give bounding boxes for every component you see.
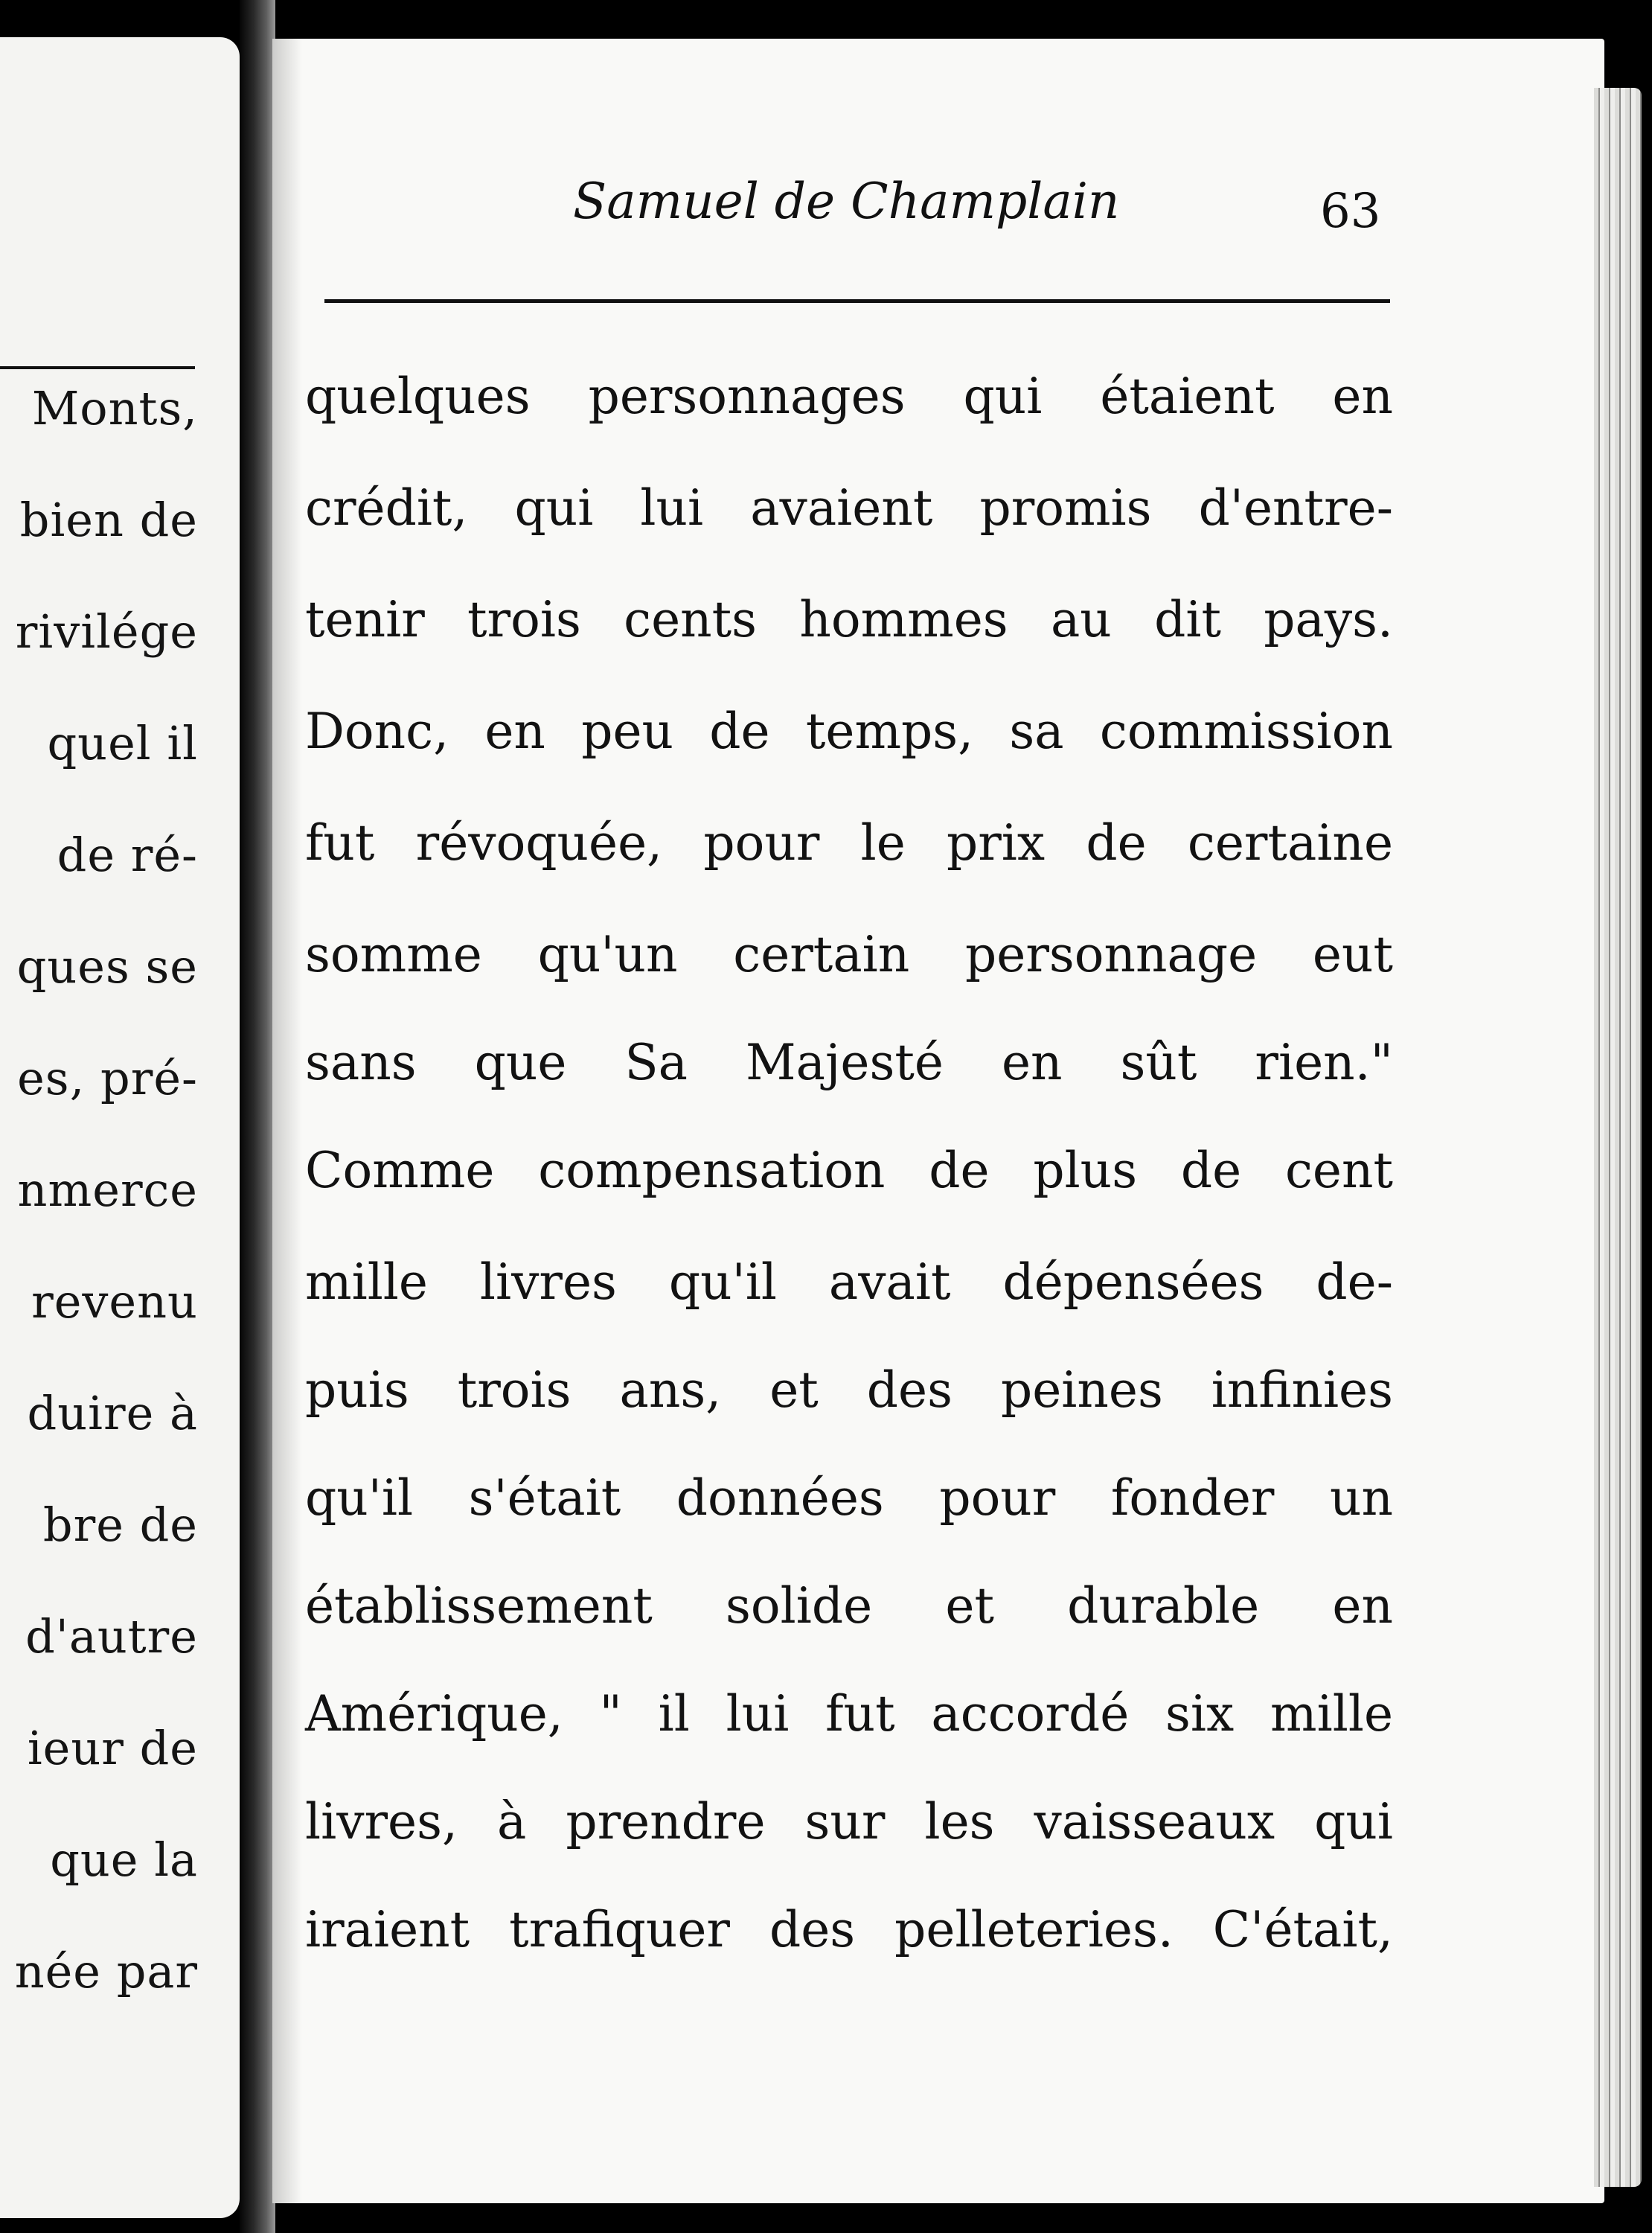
left-page-line: Monts, — [31, 381, 198, 435]
body-line: livres, à prendre sur les vaisseaux qui — [305, 1793, 1393, 1850]
body-line: Donc, en peu de temps, sa commission — [305, 703, 1393, 760]
page-number: 63 — [1320, 184, 1381, 239]
body-line: fut révoquée, pour le prix de certaine — [305, 814, 1393, 872]
book-gutter — [240, 0, 275, 2233]
left-page-line: de ré- — [57, 828, 198, 882]
gutter-shadow — [272, 39, 302, 2203]
left-page-line: rivilége — [15, 604, 198, 659]
body-line: établissement solide et durable en — [305, 1577, 1393, 1635]
body-line: qu'il s'était données pour fonder un — [305, 1469, 1393, 1527]
body-line: Amérique, " il lui fut accordé six mille — [305, 1685, 1393, 1742]
body-line: crédit, qui lui avaient promis d'entre- — [305, 479, 1393, 537]
body-line: tenir trois cents hommes au dit pays. — [305, 591, 1393, 648]
right-page — [272, 39, 1604, 2203]
left-page-line: duire à — [27, 1386, 198, 1440]
left-page-line: nmerce — [17, 1163, 198, 1217]
left-page-line: que la — [50, 1833, 198, 1887]
left-page-line: d'autre — [25, 1609, 198, 1664]
body-line: quelques personnages qui étaient en — [305, 368, 1393, 425]
body-line: Comme compensation de plus de cent — [305, 1142, 1393, 1199]
left-page-line: ques se — [16, 939, 198, 994]
body-line: iraient trafiquer des pelleteries. C'était, — [305, 1901, 1393, 1958]
body-line: somme qu'un certain personnage eut — [305, 926, 1393, 983]
left-page-line: quel il — [47, 716, 198, 770]
left-page-line: bre de — [42, 1498, 198, 1552]
left-page-line: revenu — [31, 1274, 198, 1329]
header-rule — [324, 299, 1390, 303]
left-page-header-rule — [0, 366, 195, 369]
left-page-line: née par — [14, 1944, 198, 1999]
body-line: mille livres qu'il avait dépensées de- — [305, 1253, 1393, 1311]
left-page-line: ieur de — [27, 1721, 198, 1775]
body-line: sans que Sa Majesté en sût rien." — [305, 1034, 1393, 1091]
left-page-line: bien de — [19, 493, 198, 547]
left-page — [0, 37, 240, 2218]
running-head: Samuel de Champlain — [573, 173, 1120, 230]
left-page-line: es, pré- — [17, 1051, 198, 1105]
body-line: puis trois ans, et des peines infinies — [305, 1361, 1393, 1419]
page-edges — [1594, 88, 1642, 2187]
